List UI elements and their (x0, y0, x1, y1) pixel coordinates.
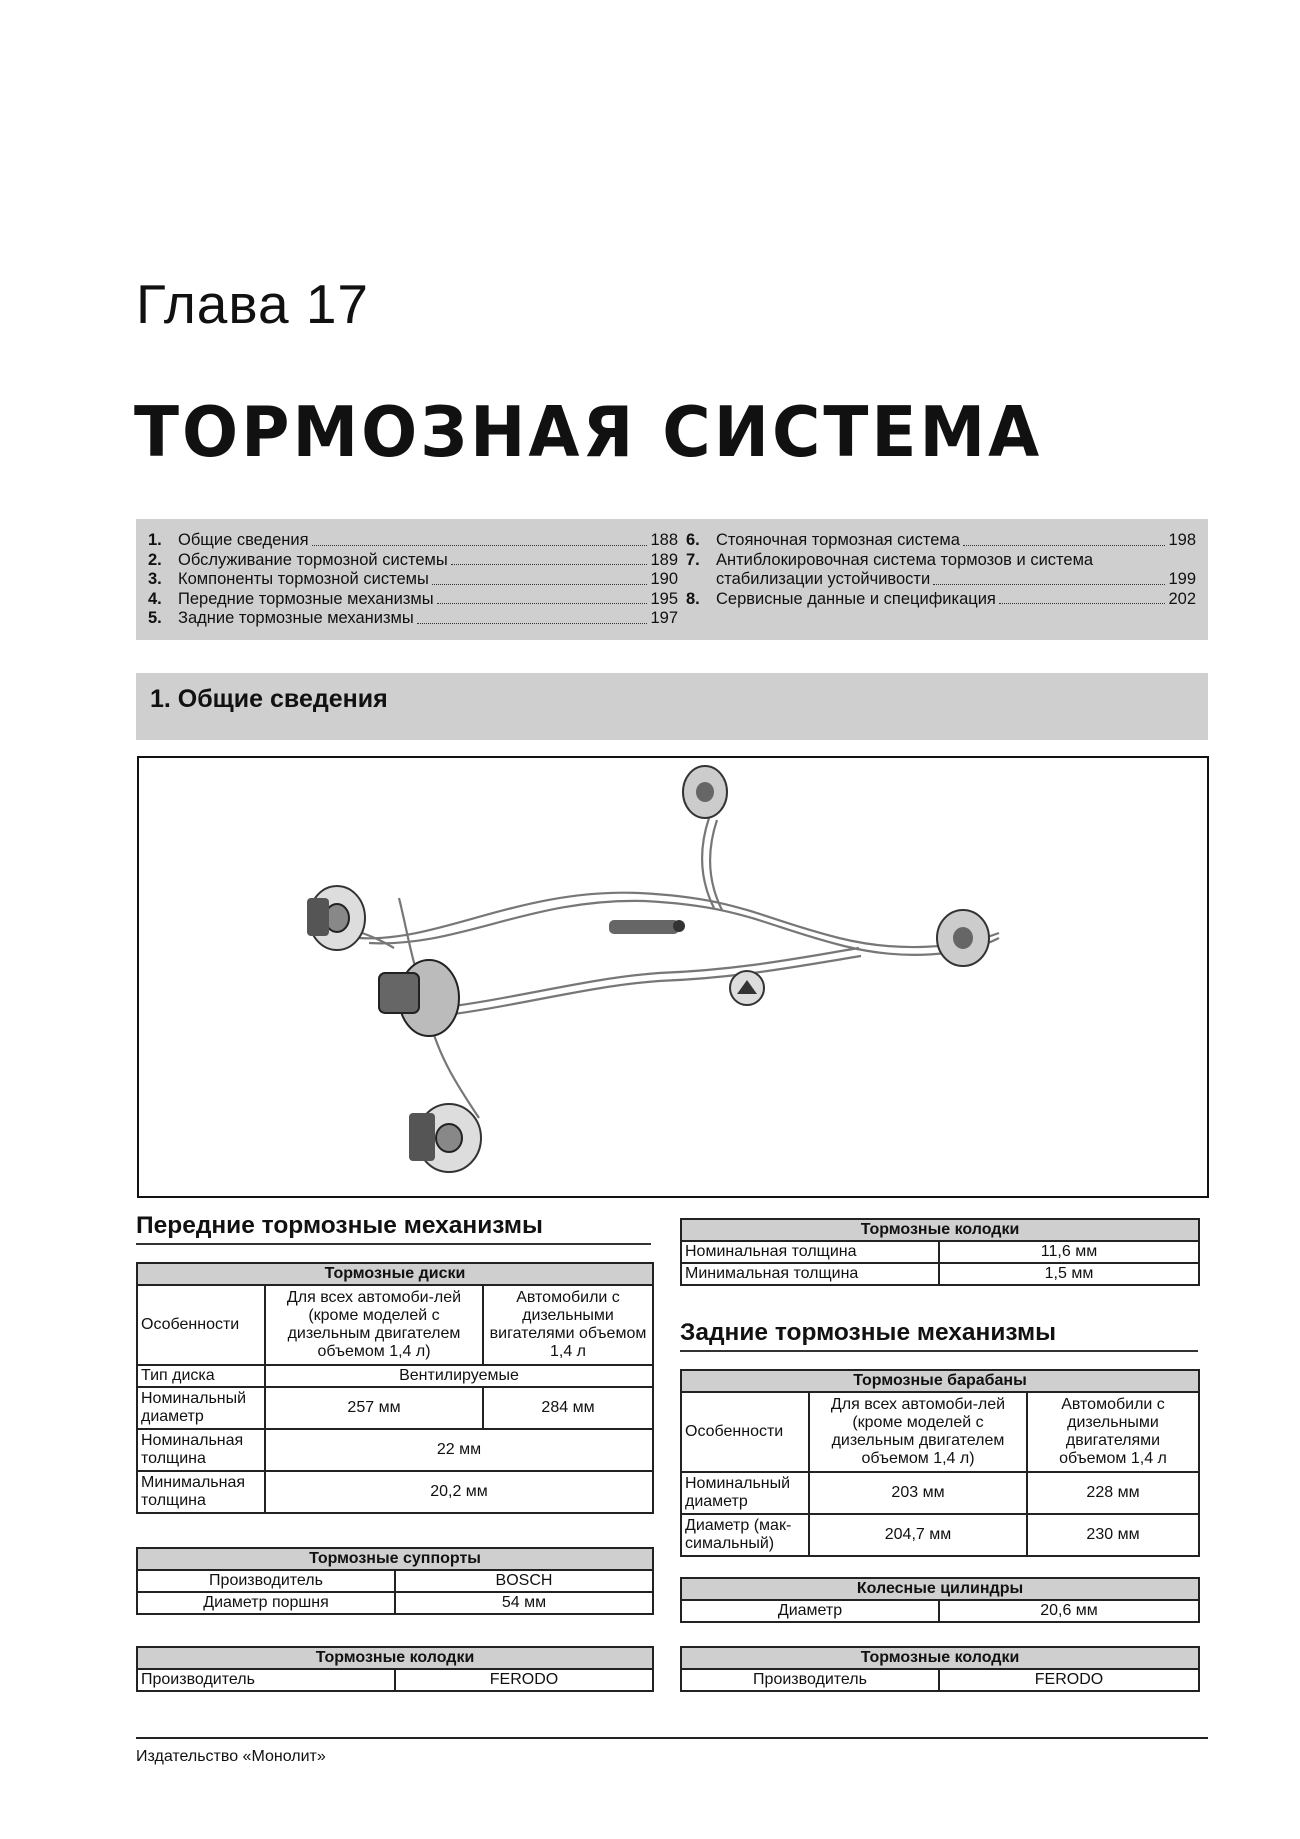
publisher-footer: Издательство «Монолит» (136, 1748, 326, 1765)
wheel-cylinders-table: Колесные цилиндры Диаметр 20,6 мм (680, 1577, 1200, 1623)
toc-left-column (148, 531, 678, 629)
section-header (136, 673, 1208, 740)
toc-item[interactable]: 6. Стояночная тормозная система 198 (686, 531, 1196, 549)
abs-unit-icon (730, 971, 764, 1005)
page-title: ТОРМОЗНАЯ СИСТЕМА (134, 392, 1043, 473)
toc-item[interactable]: 1. Общие сведения 188 (148, 531, 678, 549)
rear-left-drum-icon (683, 766, 727, 818)
brake-calipers-table: Тормозные суппорты Производитель BOSCH Диаметр поршня 54 мм (136, 1547, 654, 1615)
chapter-label: Глава 17 (136, 273, 370, 335)
footer-divider (136, 1737, 1208, 1739)
toc-item[interactable]: 2. Обслуживание тормозной системы 189 (148, 550, 678, 569)
brake-system-illustration (137, 756, 1209, 1198)
brake-system-drawing (139, 758, 1207, 1196)
toc-item[interactable]: 8. Сервисные данные и спецификация 202 (686, 589, 1196, 608)
brake-drums-table: Тормозные барабаны Особенности Для всех автомоби-лей (кроме моделей с дизельным двигателем объемом 1,4 л) Автомобили с дизельными двигателями объемом 1,4 л Номинальный диаметр 203 мм 228 мм Диаметр (мак-симальный) 204,7 мм 230 мм (680, 1369, 1200, 1557)
toc-item[interactable]: 7. Антиблокировочная система тормозов и система стабилизации устойчивости 199 (686, 550, 1196, 588)
front-brakes-heading: Передние тормозные механизмы (136, 1212, 651, 1245)
rear-brakes-heading: Задние тормозные механизмы (680, 1319, 1198, 1352)
toc-item[interactable]: 3. Компоненты тормозной системы 190 (148, 570, 678, 588)
toc-right-column (686, 531, 1196, 609)
table-header: Тормозные диски (137, 1263, 653, 1285)
section-title: 1. Общие сведения (150, 685, 388, 713)
brake-discs-table: Тормозные диски Особенности Для всех автомоби-лей (кроме моделей с дизельным двигателем объемом 1,4 л) Автомобили с дизельными вигателями объемом 1,4 л Тип диска Вентилируемые Номинальный диаметр 257 мм 284 мм Номинальная толщина 22 мм Минимальная толщина 20,2 мм (136, 1262, 654, 1514)
toc-item[interactable]: 5. Задние тормозные механизмы 197 (148, 609, 678, 627)
toc-item[interactable]: 4. Передние тормозные механизмы 195 (148, 589, 678, 608)
brake-pads-thickness-table: Тормозные колодки Номинальная толщина 11,6 мм Минимальная толщина 1,5 мм (680, 1218, 1200, 1286)
front-brake-pads-maker-table: Тормозные колодки Производитель FERODO (136, 1646, 654, 1692)
parking-brake-lever-icon (609, 920, 685, 934)
front-left-disc-icon (307, 886, 365, 950)
table-of-contents (136, 519, 1208, 640)
front-right-disc-icon (409, 1104, 481, 1172)
rear-brake-pads-maker-table: Тормозные колодки Производитель FERODO (680, 1646, 1200, 1692)
brake-booster-icon (379, 960, 459, 1036)
rear-right-drum-icon (937, 910, 989, 966)
